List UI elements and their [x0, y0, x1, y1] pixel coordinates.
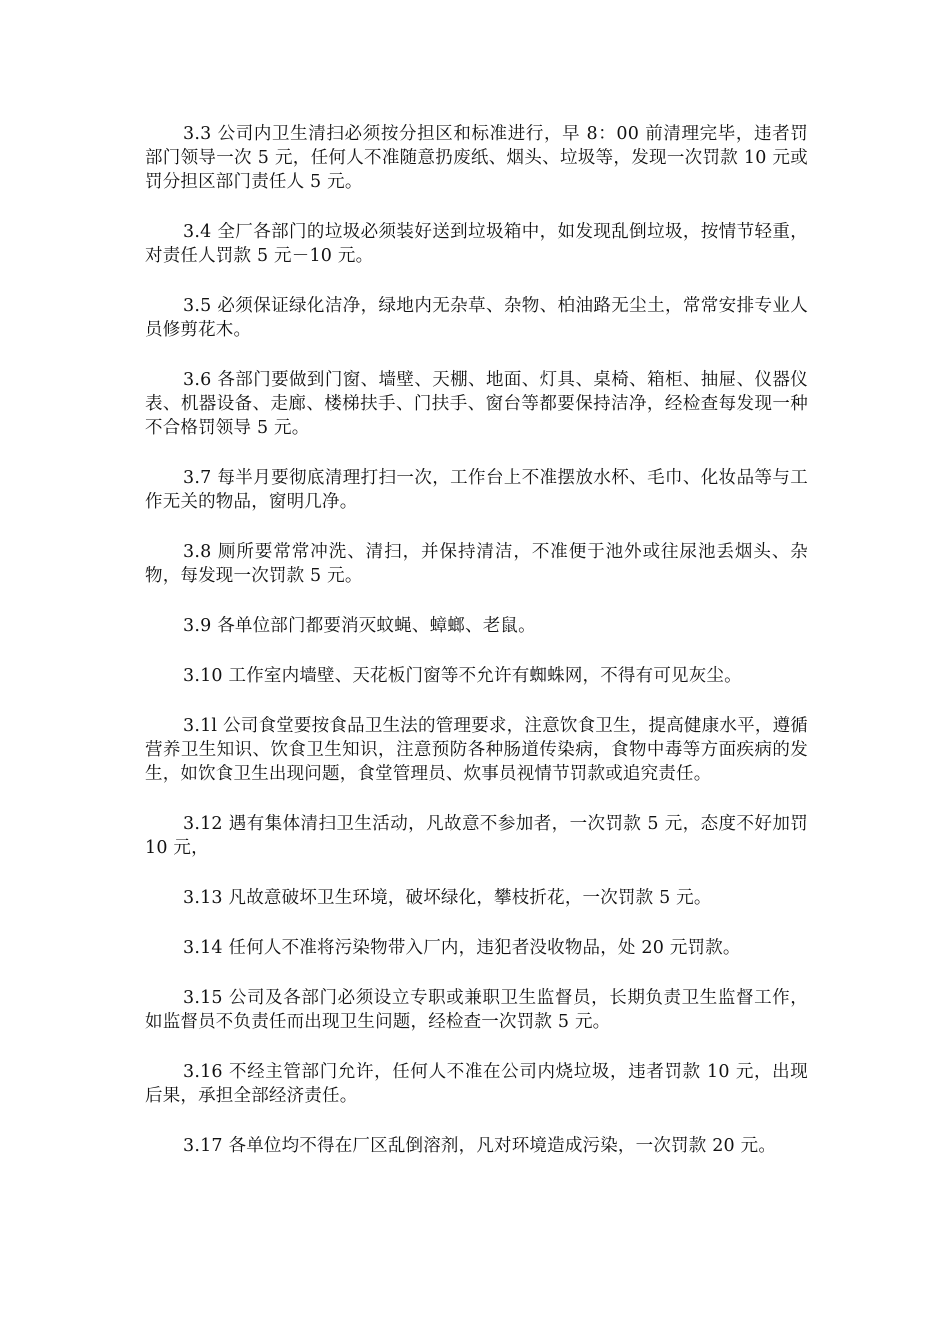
paragraph-3-12: 3.12 遇有集体清扫卫生活动，凡故意不参加者，一次罚款 5 元，态度不好加罚 10 元，: [145, 814, 808, 858]
paragraph-3-16: 3.16 不经主管部门允许，任何人不准在公司内烧垃圾，违者罚款 10 元，出现后果，承担全部经济责任。: [145, 1062, 808, 1106]
paragraph-3-5: 3.5 必须保证绿化洁净，绿地内无杂草、杂物、柏油路无尘土，常常安排专业人员修剪花木。: [145, 296, 808, 340]
document-body: [145, 122, 808, 1184]
paragraph-3-7: 3.7 每半月要彻底清理打扫一次，工作台上不准摆放水杯、毛巾、化妆品等与工作无关的物品，窗明几净。: [145, 468, 808, 512]
paragraph-3-13: 3.13 凡故意破坏卫生环境，破坏绿化，攀枝折花，一次罚款 5 元。: [183, 888, 712, 908]
paragraph-3-10: 3.10 工作室内墙壁、天花板门窗等不允许有蜘蛛网，不得有可见灰尘。: [183, 666, 742, 686]
paragraph-3-6: 3.6 各部门要做到门窗、墙壁、天棚、地面、灯具、桌椅、箱柜、抽屉、仪器仪表、机器设备、走廊、楼梯扶手、门扶手、窗台等都要保持洁净，经检查每发现一种不合格罚领导 5 元。: [145, 370, 808, 438]
paragraph-3-9: 3.9 各单位部门都要消灭蚊蝇、蟑螂、老鼠。: [183, 616, 536, 636]
paragraph-3-17: 3.17 各单位均不得在厂区乱倒溶剂，凡对环境造成污染，一次罚款 20 元。: [183, 1136, 777, 1156]
paragraph-3-15: 3.15 公司及各部门必须设立专职或兼职卫生监督员，长期负责卫生监督工作，如监督员不负责任而出现卫生问题，经检查一次罚款 5 元。: [145, 988, 808, 1032]
paragraph-3-8: 3.8 厕所要常常冲洗、清扫，并保持清洁，不准便于池外或往尿池丢烟头、杂物，每发现一次罚款 5 元。: [145, 542, 808, 586]
paragraph-3-11: 3.1l 公司食堂要按食品卫生法的管理要求，注意饮食卫生，提高健康水平，遵循营养卫生知识、饮食卫生知识，注意预防各种肠道传染病，食物中毒等方面疾病的发生，如饮食卫生出现问题，食堂管理员、炊事员视情节罚款或追究责任。: [145, 716, 808, 784]
paragraph-3-4: 3.4 全厂各部门的垃圾必须装好送到垃圾箱中，如发现乱倒垃圾，按情节轻重，对责任人罚款 5 元－10 元。: [145, 222, 808, 266]
paragraph-3-14: 3.14 任何人不准将污染物带入厂内，违犯者没收物品，处 20 元罚款。: [183, 938, 741, 958]
paragraph-3-3: 3.3 公司内卫生清扫必须按分担区和标准进行，早 8：00 前清理完毕，违者罚部门领导一次 5 元，任何人不准随意扔废纸、烟头、垃圾等，发现一次罚款 10 元或罚分担区部门责任人 5 元。: [145, 124, 808, 192]
